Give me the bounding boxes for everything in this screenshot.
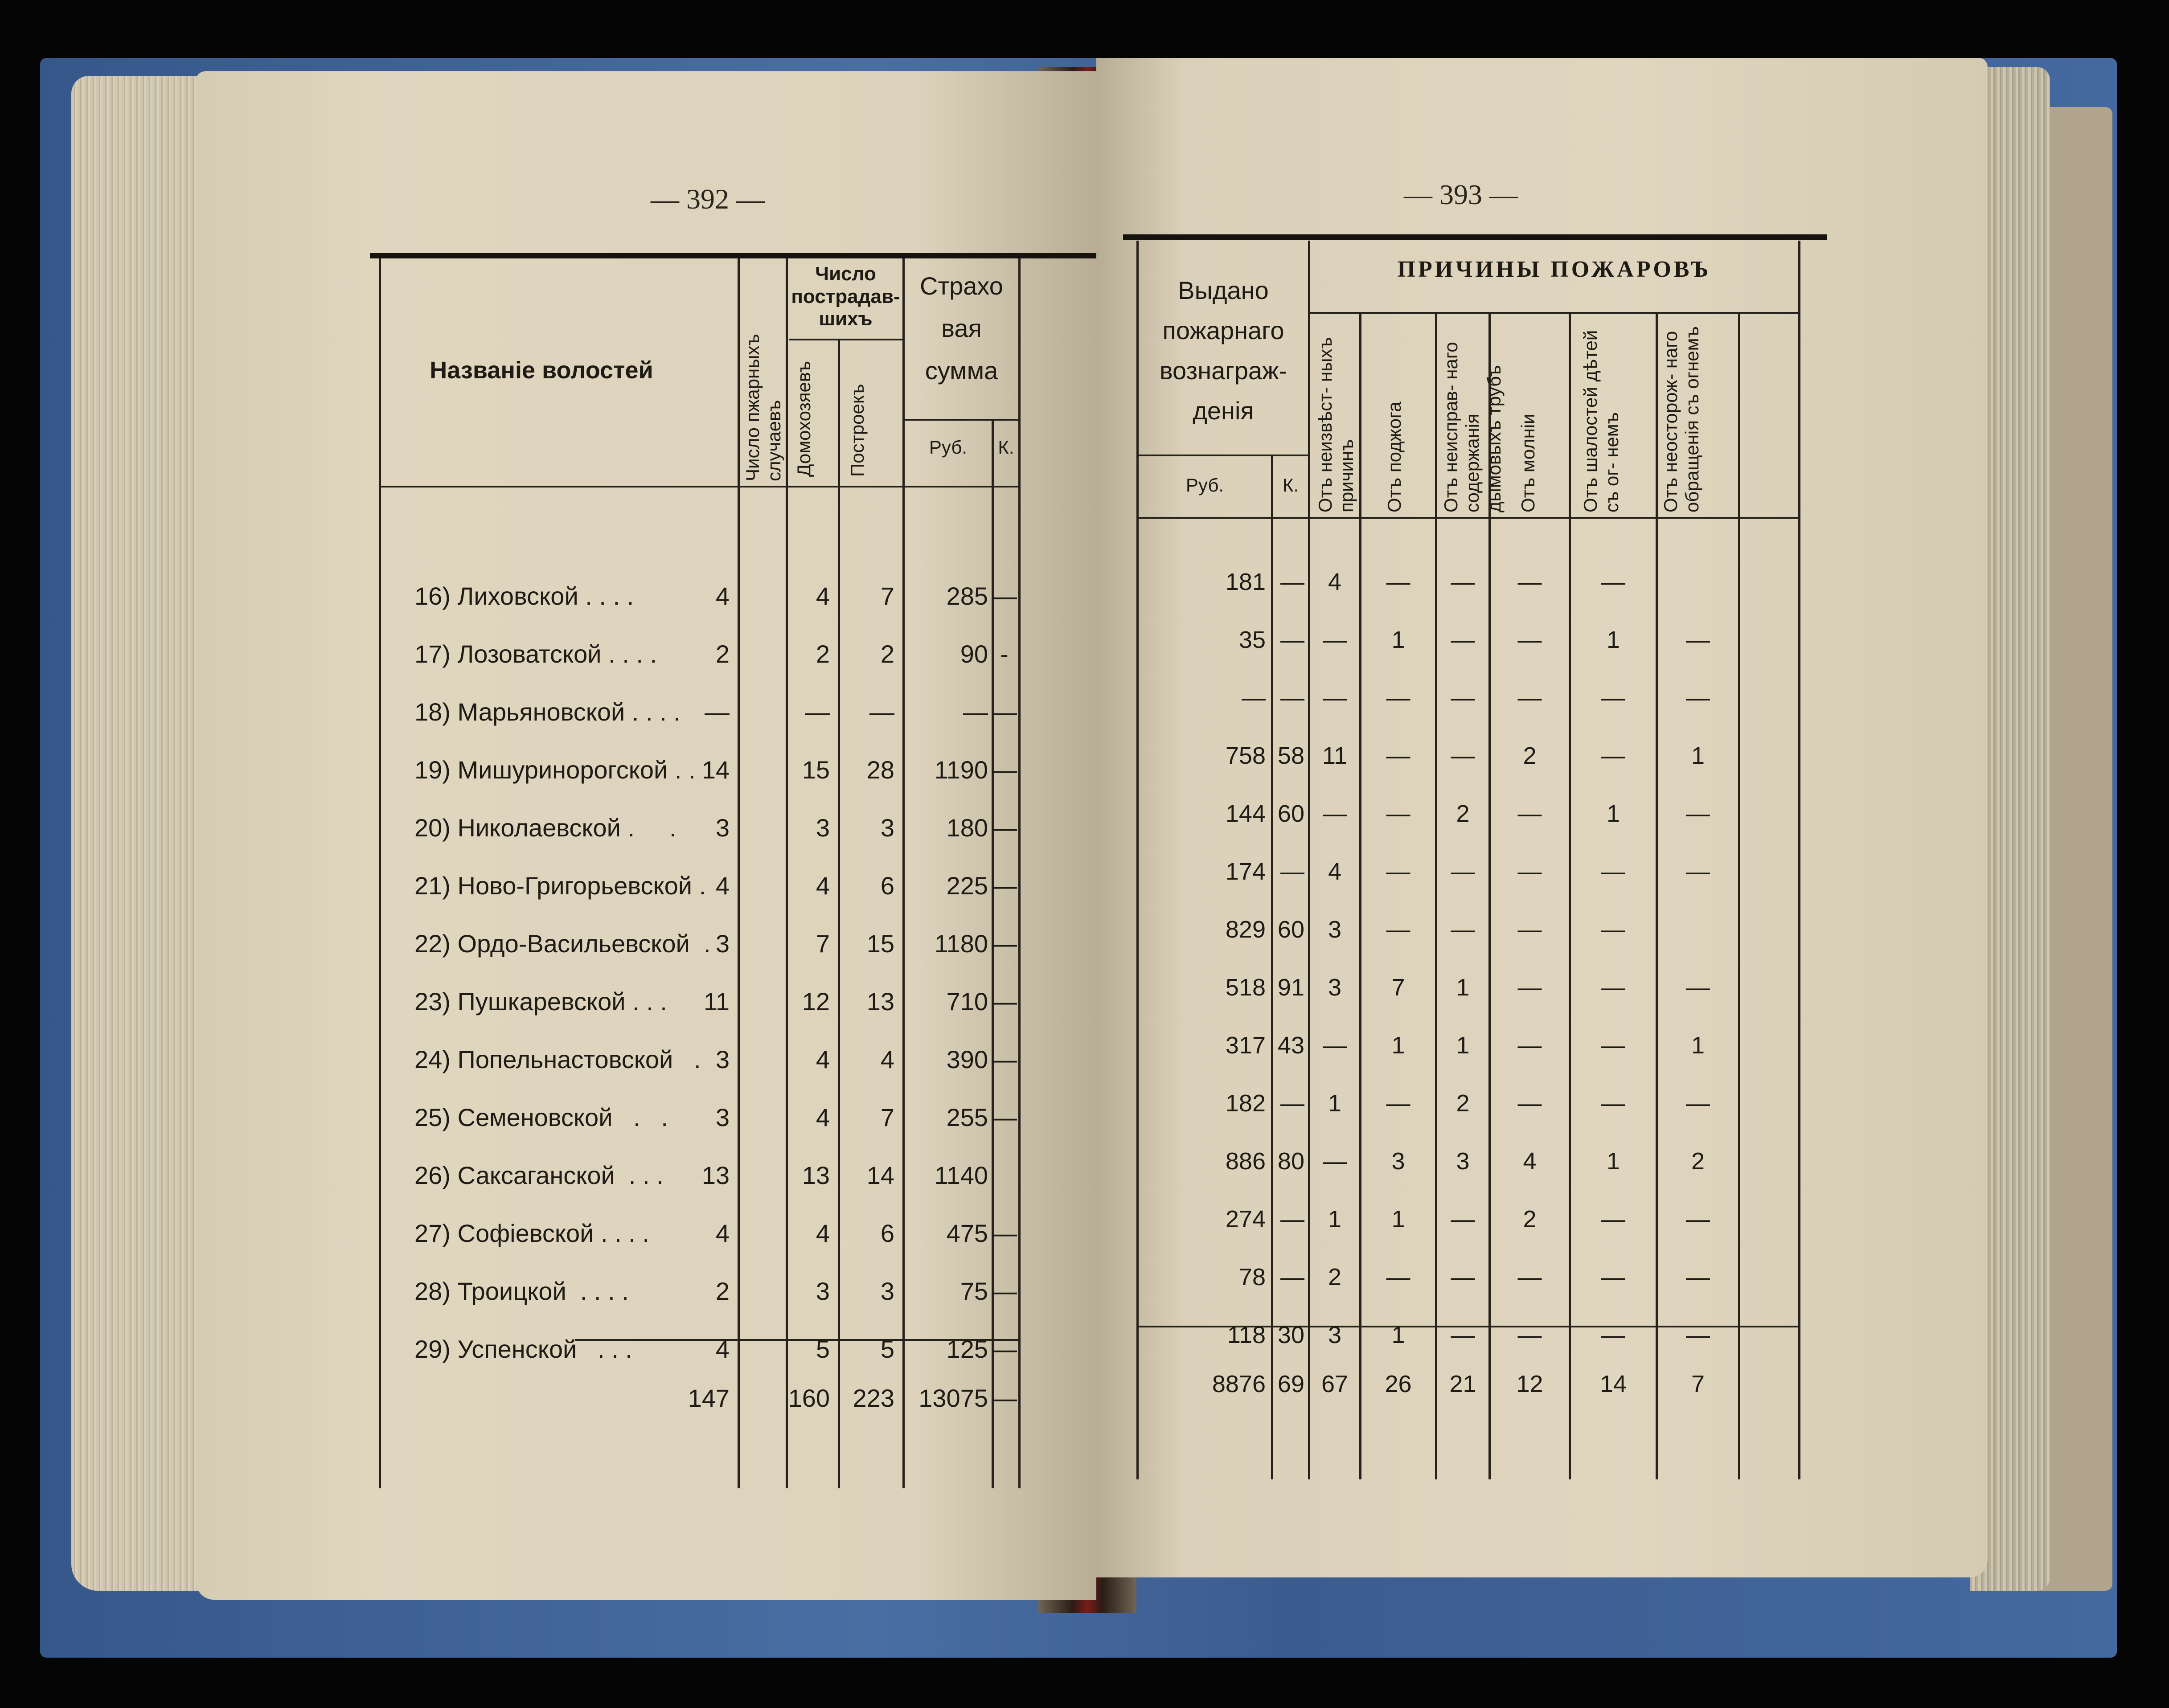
cell-children: —	[1601, 684, 1625, 711]
cell-buildings: 15	[866, 930, 894, 958]
cell-children: —	[1601, 742, 1625, 769]
cell-unknown: 3	[1328, 916, 1342, 943]
cell-children: —	[1601, 974, 1625, 1001]
cell-kop: —	[992, 1277, 1017, 1305]
page-number: — 392 —	[651, 183, 765, 215]
header-cause-careless: Отъ неосторож- наго обращенія съ огнемъ	[1660, 326, 1703, 512]
total-rub: 8876	[1212, 1371, 1266, 1397]
cell-careless: —	[1686, 627, 1710, 653]
cell-kop: —	[1280, 1206, 1304, 1233]
cell-kop: —	[992, 756, 1017, 784]
row-name: 28) Троицкой . . . .	[414, 1277, 629, 1305]
cell-arson: —	[1386, 1264, 1410, 1290]
cell-kop: —	[992, 872, 1017, 900]
cell-buildings: —	[869, 698, 894, 726]
total-kop: 69	[1277, 1371, 1304, 1397]
cell-fires: 14	[701, 756, 730, 784]
cell-rub: 475	[946, 1219, 988, 1247]
cell-chimney: —	[1451, 1322, 1475, 1348]
cell-careless: —	[1686, 1322, 1710, 1348]
column-divider	[1435, 312, 1437, 1479]
total-arson: 26	[1385, 1371, 1412, 1397]
cell-kop: 80	[1277, 1148, 1304, 1175]
cell-kop: 58	[1277, 742, 1304, 769]
cell-lightning: 2	[1523, 742, 1537, 769]
cell-buildings: 6	[880, 872, 894, 900]
header-bottom-rule	[381, 486, 1018, 487]
cell-rub: 1180	[934, 930, 988, 958]
cell-lightning: 2	[1523, 1206, 1537, 1233]
cell-lightning: —	[1517, 916, 1542, 943]
page-number: — 393 —	[1404, 179, 1518, 210]
cell-rub: 181	[1225, 569, 1266, 595]
cell-rub: 182	[1225, 1090, 1266, 1117]
header-causes-title: ПРИЧИНЫ ПОЖАРОВЪ	[1397, 257, 1711, 282]
cell-buildings: 14	[866, 1161, 894, 1189]
cell-kop: —	[1280, 627, 1304, 653]
cell-careless: —	[1686, 800, 1710, 827]
cell-kop: —	[992, 1219, 1017, 1247]
cell-unknown: —	[1323, 1148, 1347, 1175]
header-fires: Число пжарныхъ случаевъ	[742, 334, 785, 481]
cell-kop: —	[992, 930, 1017, 958]
cell-buildings: 3	[880, 1277, 894, 1305]
cell-arson: —	[1386, 569, 1410, 595]
header-rule	[1139, 455, 1308, 456]
row-name: 22) Ордо-Васильевской .	[414, 930, 711, 958]
cell-rub: 180	[946, 814, 988, 842]
column-divider	[1656, 312, 1658, 1479]
cell-buildings: 5	[880, 1335, 894, 1363]
row-name: 20) Николаевской . .	[414, 814, 677, 842]
cell-kop: —	[992, 1045, 1017, 1073]
cell-chimney: 2	[1456, 800, 1470, 827]
row-name: 18) Марьяновской . . . .	[414, 698, 681, 726]
cell-children: —	[1601, 1032, 1625, 1059]
header-cause-unknown: Отъ неизвѣст- ныхъ причинъ	[1315, 337, 1357, 512]
cell-children: 1	[1606, 800, 1620, 827]
total-chimney: 21	[1449, 1371, 1476, 1397]
cell-arson: —	[1386, 684, 1410, 711]
cell-households: 5	[816, 1335, 830, 1363]
header-paid-2: пожарнаго	[1162, 316, 1284, 344]
cell-chimney: —	[1451, 684, 1475, 711]
cell-rub: 274	[1225, 1206, 1266, 1233]
cell-chimney: —	[1451, 742, 1475, 769]
cell-buildings: 3	[880, 814, 894, 842]
cell-households: 12	[802, 987, 830, 1016]
cell-kop: 30	[1277, 1322, 1304, 1348]
header-bottom-rule	[1139, 517, 1798, 519]
cell-careless: —	[1686, 974, 1710, 1001]
cell-fires: 4	[715, 1219, 730, 1247]
row-name: 23) Пушкаревской . . .	[414, 987, 667, 1016]
cell-lightning: —	[1517, 627, 1542, 653]
header-name: Названіе волостей	[430, 357, 653, 384]
cell-fires: 4	[715, 872, 730, 900]
cell-rub: 317	[1225, 1032, 1266, 1059]
header-paid-1: Выдано	[1178, 276, 1269, 304]
cell-fires: 3	[715, 814, 730, 842]
cell-careless: 2	[1691, 1148, 1705, 1175]
cell-fires: 13	[701, 1161, 730, 1189]
header-insurance-3: сумма	[925, 356, 998, 385]
cell-kop: —	[1280, 858, 1304, 885]
cell-rub: 255	[946, 1103, 988, 1131]
total-fires: 147	[688, 1384, 730, 1412]
cell-households: 3	[816, 814, 830, 842]
cell-lightning: —	[1517, 858, 1542, 885]
header-paid-3: вознаграж-	[1159, 356, 1287, 385]
cell-rub: —	[963, 698, 988, 726]
cell-rub: 35	[1238, 627, 1266, 653]
cell-rub: 78	[1238, 1264, 1266, 1290]
total-buildings: 223	[853, 1384, 894, 1412]
cell-households: 15	[802, 756, 830, 784]
cell-lightning: —	[1517, 800, 1542, 827]
cell-households: 4	[816, 582, 830, 610]
total-unknown: 67	[1321, 1371, 1349, 1397]
cell-lightning: 4	[1523, 1148, 1537, 1175]
total-lightning: 12	[1516, 1371, 1543, 1397]
cell-rub: 75	[960, 1277, 988, 1305]
cell-careless: —	[1686, 858, 1710, 885]
cell-chimney: —	[1451, 916, 1475, 943]
table-border-right	[1018, 258, 1021, 1488]
cell-households: —	[805, 698, 830, 726]
cell-unknown: 3	[1328, 974, 1342, 1001]
column-divider	[738, 258, 740, 1488]
left-page	[196, 71, 1096, 1600]
header-kop: К.	[1282, 475, 1299, 496]
cell-buildings: 7	[880, 1103, 894, 1131]
cell-lightning: —	[1517, 569, 1542, 595]
cell-rub: 1190	[934, 756, 988, 784]
header-cause-lightning: Отъ молніи	[1517, 414, 1538, 512]
cell-children: —	[1601, 1206, 1625, 1233]
total-kop: —	[992, 1384, 1017, 1412]
column-divider	[1738, 312, 1740, 1479]
cell-rub: 225	[946, 872, 988, 900]
cell-chimney: —	[1451, 1264, 1475, 1290]
row-name: 21) Ново-Григорьевской .	[414, 872, 706, 900]
cell-households: 4	[816, 1219, 830, 1247]
header-buildings: Построекъ	[847, 384, 868, 477]
cell-fires: 11	[703, 987, 730, 1016]
cell-arson: —	[1386, 916, 1410, 943]
cell-arson: —	[1386, 858, 1410, 885]
cell-kop: —	[1280, 1264, 1304, 1290]
cell-kop: —	[992, 814, 1017, 842]
cell-unknown: 4	[1328, 569, 1342, 595]
cell-kop: 43	[1277, 1032, 1304, 1059]
cell-rub: 390	[946, 1045, 988, 1073]
cell-chimney: —	[1451, 627, 1475, 653]
cell-rub: 118	[1227, 1322, 1266, 1348]
cell-arson: —	[1386, 742, 1410, 769]
cell-rub: 1140	[934, 1161, 988, 1189]
header-rub: Руб.	[929, 437, 968, 458]
cell-fires: 3	[715, 1045, 730, 1073]
cell-households: 3	[816, 1277, 830, 1305]
cell-children: —	[1601, 569, 1625, 595]
header-rule	[1310, 312, 1798, 314]
total-households: 160	[788, 1384, 830, 1412]
cell-careless: —	[1686, 684, 1710, 711]
cell-unknown: 3	[1328, 1322, 1342, 1348]
cell-buildings: 28	[866, 756, 894, 784]
cell-fires: 3	[715, 930, 730, 958]
cell-kop: -	[1000, 640, 1009, 668]
header-insurance-2: вая	[941, 314, 982, 342]
cell-chimney: 3	[1456, 1148, 1470, 1175]
cell-lightning: —	[1517, 974, 1542, 1001]
cell-kop: 60	[1277, 800, 1304, 827]
cell-households: 2	[816, 640, 830, 668]
cell-fires: 3	[715, 1103, 730, 1131]
cell-arson: 1	[1391, 1322, 1405, 1348]
cell-buildings: 2	[880, 640, 894, 668]
cell-unknown: 2	[1328, 1264, 1342, 1290]
cell-kop: —	[992, 582, 1017, 610]
cell-unknown: 11	[1322, 742, 1348, 769]
header-rule	[789, 339, 902, 340]
cell-chimney: 1	[1456, 1032, 1470, 1059]
column-divider	[1359, 312, 1361, 1479]
cell-unknown: 1	[1328, 1090, 1342, 1117]
cell-households: 4	[816, 872, 830, 900]
total-rub: 13075	[918, 1384, 988, 1412]
cell-unknown: 4	[1328, 858, 1342, 885]
cell-kop: 60	[1277, 916, 1304, 943]
table-border-right	[1798, 241, 1800, 1479]
cell-kop: —	[992, 987, 1017, 1016]
header-kop: К.	[998, 437, 1014, 458]
cell-lightning: —	[1517, 1322, 1542, 1348]
header-rule	[905, 419, 1018, 421]
header-insurance-1: Страхо	[920, 272, 1003, 300]
column-divider	[838, 339, 840, 1488]
row-name: 26) Саксаганской . . .	[414, 1161, 664, 1189]
cell-unknown: —	[1323, 800, 1347, 827]
cell-rub: 174	[1225, 858, 1266, 885]
cell-fires: 4	[715, 1335, 730, 1363]
cell-rub: 829	[1225, 916, 1266, 943]
header-cause-arson: Отъ поджога	[1384, 401, 1405, 512]
cell-kop: —	[1280, 569, 1304, 595]
cell-arson: —	[1386, 1090, 1410, 1117]
total-careless: 7	[1691, 1371, 1705, 1397]
cell-kop: —	[992, 1103, 1017, 1131]
cell-rub: 518	[1225, 974, 1266, 1001]
cell-arson: —	[1386, 800, 1410, 827]
cell-children: —	[1601, 858, 1625, 885]
row-name: 25) Семеновской . .	[414, 1103, 668, 1131]
cell-arson: 1	[1391, 1206, 1405, 1233]
cell-arson: 1	[1391, 627, 1405, 653]
cell-rub: 285	[946, 582, 988, 610]
cell-rub: 125	[946, 1335, 988, 1363]
cell-children: —	[1601, 1322, 1625, 1348]
cell-chimney: —	[1451, 569, 1475, 595]
header-victims: Число пострадав- шихъ	[791, 263, 900, 330]
cell-buildings: 7	[880, 582, 894, 610]
header-cause-children: Отъ шалостей дѣтей съ ог- немъ	[1580, 330, 1623, 512]
column-divider	[1569, 312, 1571, 1479]
cell-children: —	[1601, 1264, 1625, 1290]
cell-households: 4	[816, 1045, 830, 1073]
row-name: 19) Мишуринорогской . .	[414, 756, 696, 784]
row-name: 17) Лозоватской . . . .	[414, 640, 657, 668]
header-cause-chimney: Отъ неисправ- наго содержанія дымовыхъ трубъ	[1440, 342, 1505, 512]
cell-rub: 710	[946, 987, 988, 1016]
cell-lightning: —	[1517, 1264, 1542, 1290]
cell-rub: 886	[1225, 1148, 1266, 1175]
cell-arson: 3	[1391, 1148, 1405, 1175]
cell-unknown: —	[1323, 684, 1347, 711]
cell-households: 4	[816, 1103, 830, 1131]
row-name: 27) Софіевской . . . .	[414, 1219, 649, 1247]
cell-lightning: —	[1517, 684, 1542, 711]
header-rub: Руб.	[1185, 475, 1224, 496]
right-page	[1096, 58, 1988, 1577]
cell-fires: 4	[715, 582, 730, 610]
cell-kop: —	[992, 1335, 1017, 1363]
cell-buildings: 4	[880, 1045, 894, 1073]
cell-lightning: —	[1517, 1090, 1542, 1117]
cell-kop: —	[1280, 1090, 1304, 1117]
cell-unknown: —	[1323, 1032, 1347, 1059]
row-name: 29) Успенской . . .	[414, 1335, 632, 1363]
header-paid-4: денія	[1193, 397, 1254, 425]
row-name: 16) Лиховской . . . .	[414, 582, 634, 610]
cell-children: 1	[1606, 627, 1620, 653]
cell-buildings: 6	[880, 1219, 894, 1247]
cell-children: 1	[1606, 1148, 1620, 1175]
cell-buildings: 13	[866, 987, 894, 1016]
cell-careless: —	[1686, 1090, 1710, 1117]
cell-fires: 2	[715, 640, 730, 668]
cell-arson: 1	[1391, 1032, 1405, 1059]
cell-children: —	[1601, 1090, 1625, 1117]
cell-children: —	[1601, 916, 1625, 943]
cell-chimney: —	[1451, 1206, 1475, 1233]
cell-fires: —	[705, 698, 730, 726]
total-children: 14	[1599, 1371, 1627, 1397]
cell-unknown: —	[1323, 627, 1347, 653]
table-top-rule	[370, 253, 1096, 258]
row-name: 24) Попельнастовской .	[414, 1045, 701, 1073]
cell-chimney: —	[1451, 858, 1475, 885]
cell-kop: —	[992, 698, 1017, 726]
cell-arson: 7	[1391, 974, 1405, 1001]
cell-rub: 144	[1225, 800, 1266, 827]
cell-chimney: 2	[1456, 1090, 1470, 1117]
table-border-left	[379, 258, 381, 1488]
cell-careless: —	[1686, 1206, 1710, 1233]
cell-careless: 1	[1691, 1032, 1705, 1059]
cell-kop: 91	[1277, 974, 1304, 1001]
cell-careless: —	[1686, 1264, 1710, 1290]
cell-rub: —	[1242, 684, 1266, 711]
cell-fires: 2	[715, 1277, 730, 1305]
cell-chimney: 1	[1456, 974, 1470, 1001]
cell-unknown: 1	[1328, 1206, 1342, 1233]
cell-rub: 90	[960, 640, 988, 668]
table-top-rule	[1123, 234, 1827, 240]
cell-households: 13	[802, 1161, 830, 1189]
header-households: Домохозяевъ	[793, 361, 814, 477]
cell-households: 7	[816, 930, 830, 958]
cell-rub: 758	[1225, 742, 1266, 769]
cell-lightning: —	[1517, 1032, 1542, 1059]
cell-careless: 1	[1691, 742, 1705, 769]
cell-kop: —	[1280, 684, 1304, 711]
